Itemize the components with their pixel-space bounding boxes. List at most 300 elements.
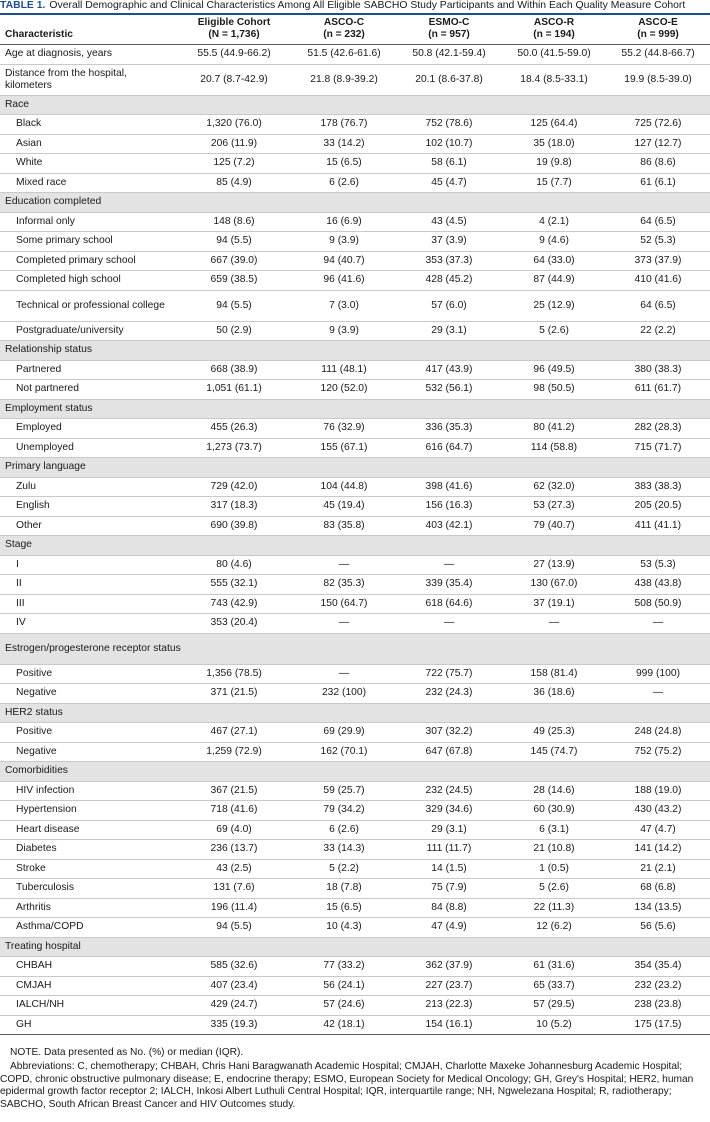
cell-value: 27 (13.9) <box>502 555 606 575</box>
row-label: Completed high school <box>0 271 176 291</box>
cell-value: 64 (6.5) <box>606 290 710 321</box>
row-label: Positive <box>0 723 176 743</box>
section-label: Treating hospital <box>0 937 710 957</box>
cell-value: 429 (24.7) <box>176 996 292 1016</box>
row-label: IALCH/NH <box>0 996 176 1016</box>
section-row <box>0 937 710 957</box>
cell-value: 83 (35.8) <box>292 516 396 536</box>
cell-value: 188 (19.0) <box>606 781 710 801</box>
table-row <box>0 360 710 380</box>
cell-value: 383 (38.3) <box>606 477 710 497</box>
row-label: Other <box>0 516 176 536</box>
cell-value: 430 (43.2) <box>606 801 710 821</box>
cell-value: 58 (6.1) <box>396 154 502 174</box>
cell-value: 51.5 (42.6-61.6) <box>292 45 396 65</box>
cell-value: — <box>606 614 710 634</box>
cell-value: 417 (43.9) <box>396 360 502 380</box>
row-label: Postgraduate/university <box>0 321 176 341</box>
table-row <box>0 976 710 996</box>
cell-value: 64 (6.5) <box>606 212 710 232</box>
cell-value: 22 (2.2) <box>606 321 710 341</box>
cell-value: 57 (6.0) <box>396 290 502 321</box>
cell-value: 317 (18.3) <box>176 497 292 517</box>
cell-value: 125 (7.2) <box>176 154 292 174</box>
cell-value: 162 (70.1) <box>292 742 396 762</box>
cell-value: 47 (4.7) <box>606 820 710 840</box>
cell-value: — <box>502 614 606 634</box>
cell-value: 148 (8.6) <box>176 212 292 232</box>
cell-value: 232 (100) <box>292 684 396 704</box>
cell-value: 145 (74.7) <box>502 742 606 762</box>
table-notes <box>0 1047 706 1113</box>
row-label: Employed <box>0 419 176 439</box>
cell-value: 307 (32.2) <box>396 723 502 743</box>
cell-value: 131 (7.6) <box>176 879 292 899</box>
table-row <box>0 45 710 65</box>
cell-value: 690 (39.8) <box>176 516 292 536</box>
cell-value: 42 (18.1) <box>292 1015 396 1035</box>
row-label: IV <box>0 614 176 634</box>
section-label: Race <box>0 95 710 115</box>
cell-value: 232 (23.2) <box>606 976 710 996</box>
cell-value: 82 (35.3) <box>292 575 396 595</box>
cell-value: 84 (8.8) <box>396 898 502 918</box>
cell-value: 508 (50.9) <box>606 594 710 614</box>
cell-value: 752 (75.2) <box>606 742 710 762</box>
row-label: White <box>0 154 176 174</box>
cell-value: 50.8 (42.1-59.4) <box>396 45 502 65</box>
cell-value: 5 (2.6) <box>502 879 606 899</box>
cell-value: 96 (49.5) <box>502 360 606 380</box>
cell-value: 55.2 (44.8-66.7) <box>606 45 710 65</box>
cell-value: 15 (7.7) <box>502 173 606 193</box>
section-row <box>0 536 710 556</box>
row-label: Heart disease <box>0 820 176 840</box>
cell-value: 60 (30.9) <box>502 801 606 821</box>
row-label: Technical or professional college <box>0 290 176 321</box>
cell-value: 659 (38.5) <box>176 271 292 291</box>
table-note: NOTE. Data presented as No. (%) or median (IQR). <box>10 1047 244 1058</box>
row-label: Distance from the hospital, kilometers <box>0 64 176 95</box>
cell-value: 6 (2.6) <box>292 173 396 193</box>
section-label: Primary language <box>0 458 710 478</box>
cell-value: 616 (64.7) <box>396 438 502 458</box>
cell-value: 19.9 (8.5-39.0) <box>606 64 710 95</box>
table-abbreviations: Abbreviations: C, chemotherapy; CHBAH, Chris Hani Baragwanath Academic Hospital; CMJAH, Charlotte Maxeke Johannesburg Academic Hospital; COPD, chronic obstructive pulmonary disease; E, endocrine therapy; ESMO, European Society for Medical Oncology; GH, Grey's Hospital; HER2, human epidermal growth factor receptor 2; IALCH, Inkosi Albert Luthuli Central Hospital; IQR, interquartile range; NH, Ngwelezana Hospital; R, radiotherapy; SABCHO, South African Breast Cancer and HIV Outcomes study. <box>0 1061 694 1110</box>
row-label: CHBAH <box>0 957 176 977</box>
cell-value: 21 (10.8) <box>502 840 606 860</box>
cell-value: 114 (58.8) <box>502 438 606 458</box>
cell-value: 53 (5.3) <box>606 555 710 575</box>
cell-value: 21 (2.1) <box>606 859 710 879</box>
section-label: Estrogen/progesterone receptor status <box>0 633 710 664</box>
characteristics-table <box>0 13 710 1035</box>
table-row <box>0 115 710 135</box>
cell-value: 532 (56.1) <box>396 380 502 400</box>
cell-value: 14 (1.5) <box>396 859 502 879</box>
section-row <box>0 458 710 478</box>
table-row <box>0 516 710 536</box>
row-label: Diabetes <box>0 840 176 860</box>
column-header-sub: (n = 999) <box>637 29 679 40</box>
table-row <box>0 290 710 321</box>
cell-value: 585 (32.6) <box>176 957 292 977</box>
cell-value: 178 (76.7) <box>292 115 396 135</box>
cell-value: 50 (2.9) <box>176 321 292 341</box>
cell-value: 49 (25.3) <box>502 723 606 743</box>
table-row <box>0 477 710 497</box>
cell-value: 57 (29.5) <box>502 996 606 1016</box>
cell-value: 98 (50.5) <box>502 380 606 400</box>
table-row <box>0 251 710 271</box>
table-row <box>0 684 710 704</box>
column-header-name: Eligible Cohort <box>197 17 271 28</box>
cell-value: 86 (8.6) <box>606 154 710 174</box>
cell-value: 403 (42.1) <box>396 516 502 536</box>
cell-value: — <box>292 614 396 634</box>
cell-value: 715 (71.7) <box>606 438 710 458</box>
cell-value: 21.8 (8.9-39.2) <box>292 64 396 95</box>
cell-value: 232 (24.3) <box>396 684 502 704</box>
row-label: II <box>0 575 176 595</box>
cell-value: 94 (5.5) <box>176 232 292 252</box>
cell-value: 68 (6.8) <box>606 879 710 899</box>
cell-value: 62 (32.0) <box>502 477 606 497</box>
cell-value: 329 (34.6) <box>396 801 502 821</box>
table-row <box>0 321 710 341</box>
cell-value: 455 (26.3) <box>176 419 292 439</box>
cell-value: 50.0 (41.5-59.0) <box>502 45 606 65</box>
table-title: Overall Demographic and Clinical Characteristics Among All Eligible SABCHO Study Participants and Within Each Quality Measure Cohort <box>49 0 686 11</box>
row-label: Stroke <box>0 859 176 879</box>
table-label: TABLE 1. <box>0 0 46 11</box>
cell-value: 1,273 (73.7) <box>176 438 292 458</box>
cell-value: 4 (2.1) <box>502 212 606 232</box>
cell-value: 61 (6.1) <box>606 173 710 193</box>
cell-value: 53 (27.3) <box>502 497 606 517</box>
cell-value: 77 (33.2) <box>292 957 396 977</box>
cell-value: 339 (35.4) <box>396 575 502 595</box>
column-header-name: ASCO-R <box>533 17 575 28</box>
table-row <box>0 664 710 684</box>
table-row <box>0 64 710 95</box>
table-row <box>0 555 710 575</box>
cell-value: 33 (14.2) <box>292 134 396 154</box>
section-row <box>0 703 710 723</box>
table-row <box>0 497 710 517</box>
cell-value: 37 (3.9) <box>396 232 502 252</box>
section-label: Stage <box>0 536 710 556</box>
cell-value: 999 (100) <box>606 664 710 684</box>
cell-value: 611 (61.7) <box>606 380 710 400</box>
section-row <box>0 399 710 419</box>
cell-value: 18.4 (8.5-33.1) <box>502 64 606 95</box>
cell-value: 134 (13.5) <box>606 898 710 918</box>
cell-value: 80 (41.2) <box>502 419 606 439</box>
row-label: Unemployed <box>0 438 176 458</box>
cell-value: 47 (4.9) <box>396 918 502 938</box>
cell-value: 125 (64.4) <box>502 115 606 135</box>
column-header-sub: (N = 1,736) <box>208 29 260 40</box>
table-row <box>0 918 710 938</box>
table-row <box>0 575 710 595</box>
row-label: Hypertension <box>0 801 176 821</box>
cell-value: 668 (38.9) <box>176 360 292 380</box>
cell-value: 353 (20.4) <box>176 614 292 634</box>
column-header-sub: (n = 194) <box>533 29 575 40</box>
cell-value: 555 (32.1) <box>176 575 292 595</box>
table-row <box>0 742 710 762</box>
cell-value: 37 (19.1) <box>502 594 606 614</box>
table-row <box>0 212 710 232</box>
column-header-sub: (n = 232) <box>323 29 365 40</box>
cell-value: 206 (11.9) <box>176 134 292 154</box>
cell-value: 236 (13.7) <box>176 840 292 860</box>
cell-value: 6 (3.1) <box>502 820 606 840</box>
cell-value: 29 (3.1) <box>396 321 502 341</box>
cell-value: 248 (24.8) <box>606 723 710 743</box>
row-label: Zulu <box>0 477 176 497</box>
column-header-esmo-c <box>396 14 502 45</box>
cell-value: 232 (24.5) <box>396 781 502 801</box>
table-body <box>0 45 710 1035</box>
cell-value: 35 (18.0) <box>502 134 606 154</box>
cell-value: 373 (37.9) <box>606 251 710 271</box>
cell-value: 371 (21.5) <box>176 684 292 704</box>
row-label: Asian <box>0 134 176 154</box>
cell-value: 156 (16.3) <box>396 497 502 517</box>
row-label: Black <box>0 115 176 135</box>
table-row <box>0 380 710 400</box>
cell-value: 56 (24.1) <box>292 976 396 996</box>
table-row <box>0 1015 710 1035</box>
table-row <box>0 614 710 634</box>
row-label: Negative <box>0 742 176 762</box>
cell-value: 28 (14.6) <box>502 781 606 801</box>
cell-value: 6 (2.6) <box>292 820 396 840</box>
cell-value: 411 (41.1) <box>606 516 710 536</box>
cell-value: — <box>292 664 396 684</box>
cell-value: 94 (5.5) <box>176 290 292 321</box>
cell-value: 80 (4.6) <box>176 555 292 575</box>
cell-value: 752 (78.6) <box>396 115 502 135</box>
cell-value: 336 (35.3) <box>396 419 502 439</box>
cell-value: 380 (38.3) <box>606 360 710 380</box>
table-caption <box>0 0 706 12</box>
table-row <box>0 859 710 879</box>
cell-value: 1,356 (78.5) <box>176 664 292 684</box>
cell-value: 59 (25.7) <box>292 781 396 801</box>
cell-value: 111 (48.1) <box>292 360 396 380</box>
section-row <box>0 633 710 664</box>
cell-value: 25 (12.9) <box>502 290 606 321</box>
cell-value: 56 (5.6) <box>606 918 710 938</box>
cell-value: 725 (72.6) <box>606 115 710 135</box>
cell-value: 407 (23.4) <box>176 976 292 996</box>
row-label: Completed primary school <box>0 251 176 271</box>
row-label: English <box>0 497 176 517</box>
cell-value: — <box>292 555 396 575</box>
row-label: Positive <box>0 664 176 684</box>
cell-value: 9 (3.9) <box>292 321 396 341</box>
cell-value: 667 (39.0) <box>176 251 292 271</box>
table-row <box>0 594 710 614</box>
cell-value: 743 (42.9) <box>176 594 292 614</box>
row-label: Tuberculosis <box>0 879 176 899</box>
cell-value: 111 (11.7) <box>396 840 502 860</box>
cell-value: 43 (4.5) <box>396 212 502 232</box>
cell-value: 79 (40.7) <box>502 516 606 536</box>
row-label: Asthma/COPD <box>0 918 176 938</box>
section-row <box>0 762 710 782</box>
cell-value: 22 (11.3) <box>502 898 606 918</box>
column-header-name: Characteristic <box>5 29 73 40</box>
cell-value: 175 (17.5) <box>606 1015 710 1035</box>
column-header-name: ASCO-E <box>638 17 678 28</box>
column-header-eligible-cohort <box>176 14 292 45</box>
row-label: Mixed race <box>0 173 176 193</box>
cell-value: 69 (29.9) <box>292 723 396 743</box>
table-row <box>0 154 710 174</box>
cell-value: 130 (67.0) <box>502 575 606 595</box>
cell-value: 43 (2.5) <box>176 859 292 879</box>
cell-value: 7 (3.0) <box>292 290 396 321</box>
row-label: CMJAH <box>0 976 176 996</box>
column-header-name: ASCO-C <box>323 17 365 28</box>
cell-value: 238 (23.8) <box>606 996 710 1016</box>
cell-value: 729 (42.0) <box>176 477 292 497</box>
cell-value: 55.5 (44.9-66.2) <box>176 45 292 65</box>
cell-value: 5 (2.6) <box>502 321 606 341</box>
cell-value: 75 (7.9) <box>396 879 502 899</box>
cell-value: 9 (4.6) <box>502 232 606 252</box>
table-header <box>0 14 710 45</box>
cell-value: 94 (5.5) <box>176 918 292 938</box>
cell-value: 353 (37.3) <box>396 251 502 271</box>
cell-value: 5 (2.2) <box>292 859 396 879</box>
row-label: Not partnered <box>0 380 176 400</box>
table-row <box>0 173 710 193</box>
section-label: Comorbidities <box>0 762 710 782</box>
cell-value: — <box>396 614 502 634</box>
cell-value: 52 (5.3) <box>606 232 710 252</box>
table-row <box>0 801 710 821</box>
cell-value: 16 (6.9) <box>292 212 396 232</box>
row-label: I <box>0 555 176 575</box>
table-row <box>0 820 710 840</box>
cell-value: 367 (21.5) <box>176 781 292 801</box>
row-label: III <box>0 594 176 614</box>
cell-value: 213 (22.3) <box>396 996 502 1016</box>
row-label: Partnered <box>0 360 176 380</box>
table-row <box>0 781 710 801</box>
cell-value: 155 (67.1) <box>292 438 396 458</box>
table-row <box>0 840 710 860</box>
cell-value: 15 (6.5) <box>292 898 396 918</box>
row-label: Negative <box>0 684 176 704</box>
cell-value: 1,051 (61.1) <box>176 380 292 400</box>
cell-value: 647 (67.8) <box>396 742 502 762</box>
cell-value: 69 (4.0) <box>176 820 292 840</box>
cell-value: 61 (31.6) <box>502 957 606 977</box>
column-header-asco-c <box>292 14 396 45</box>
section-label: HER2 status <box>0 703 710 723</box>
cell-value: 12 (6.2) <box>502 918 606 938</box>
cell-value: 438 (43.8) <box>606 575 710 595</box>
header-row <box>0 14 710 45</box>
cell-value: 45 (4.7) <box>396 173 502 193</box>
cell-value: — <box>396 555 502 575</box>
cell-value: 282 (28.3) <box>606 419 710 439</box>
section-label: Education completed <box>0 193 710 213</box>
section-row <box>0 95 710 115</box>
cell-value: 96 (41.6) <box>292 271 396 291</box>
cell-value: 57 (24.6) <box>292 996 396 1016</box>
column-header-name: ESMO-C <box>428 17 470 28</box>
column-header-asco-e <box>606 14 710 45</box>
cell-value: 1,259 (72.9) <box>176 742 292 762</box>
row-label: Some primary school <box>0 232 176 252</box>
table-row <box>0 996 710 1016</box>
cell-value: 120 (52.0) <box>292 380 396 400</box>
cell-value: 65 (33.7) <box>502 976 606 996</box>
cell-value: 127 (12.7) <box>606 134 710 154</box>
cell-value: 618 (64.6) <box>396 594 502 614</box>
cell-value: 1,320 (76.0) <box>176 115 292 135</box>
cell-value: 10 (5.2) <box>502 1015 606 1035</box>
cell-value: 410 (41.6) <box>606 271 710 291</box>
row-label: Age at diagnosis, years <box>0 45 176 65</box>
cell-value: 467 (27.1) <box>176 723 292 743</box>
column-header-characteristic <box>0 14 176 45</box>
cell-value: 9 (3.9) <box>292 232 396 252</box>
cell-value: 205 (20.5) <box>606 497 710 517</box>
cell-value: 85 (4.9) <box>176 173 292 193</box>
section-label: Employment status <box>0 399 710 419</box>
column-header-sub: (n = 957) <box>428 29 470 40</box>
table-row <box>0 271 710 291</box>
cell-value: 1 (0.5) <box>502 859 606 879</box>
row-label: Arthritis <box>0 898 176 918</box>
cell-value: 722 (75.7) <box>396 664 502 684</box>
row-label: Informal only <box>0 212 176 232</box>
cell-value: 45 (19.4) <box>292 497 396 517</box>
table-row <box>0 232 710 252</box>
table-row <box>0 419 710 439</box>
cell-value: 104 (44.8) <box>292 477 396 497</box>
row-label: GH <box>0 1015 176 1035</box>
cell-value: 158 (81.4) <box>502 664 606 684</box>
cell-value: 76 (32.9) <box>292 419 396 439</box>
table-row <box>0 723 710 743</box>
table-row <box>0 879 710 899</box>
cell-value: 29 (3.1) <box>396 820 502 840</box>
cell-value: — <box>606 684 710 704</box>
cell-value: 102 (10.7) <box>396 134 502 154</box>
cell-value: 196 (11.4) <box>176 898 292 918</box>
cell-value: 428 (45.2) <box>396 271 502 291</box>
cell-value: 10 (4.3) <box>292 918 396 938</box>
table-row <box>0 898 710 918</box>
cell-value: 64 (33.0) <box>502 251 606 271</box>
table-row <box>0 957 710 977</box>
cell-value: 362 (37.9) <box>396 957 502 977</box>
cell-value: 150 (64.7) <box>292 594 396 614</box>
cell-value: 19 (9.8) <box>502 154 606 174</box>
cell-value: 94 (40.7) <box>292 251 396 271</box>
cell-value: 20.7 (8.7-42.9) <box>176 64 292 95</box>
cell-value: 718 (41.6) <box>176 801 292 821</box>
